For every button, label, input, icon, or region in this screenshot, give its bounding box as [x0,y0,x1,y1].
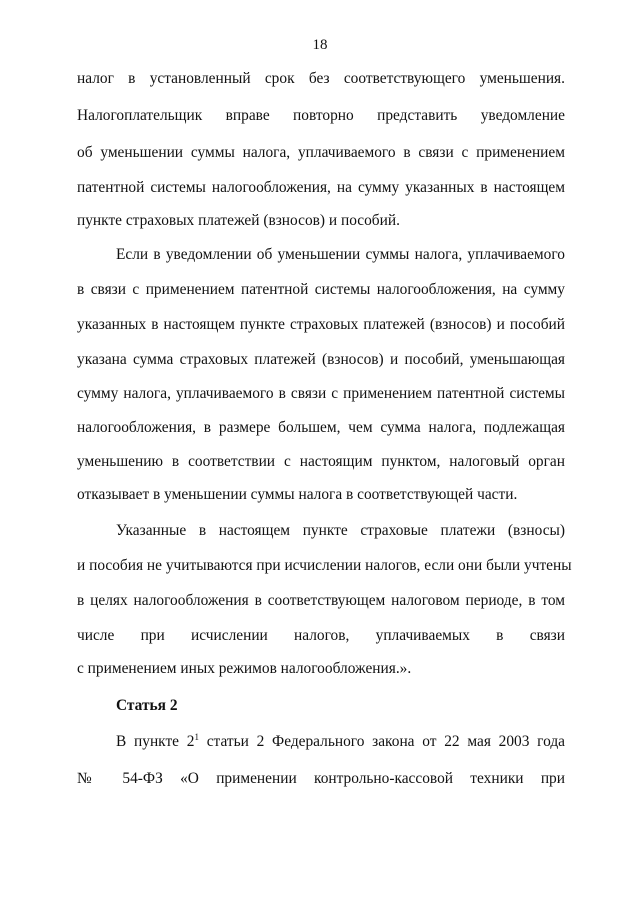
superscript-index: 1 [194,732,199,742]
paragraph-2-line-8: отказывает в уменьшении суммы налога в соответствующей части. [77,486,518,503]
paragraph-3-line-2: и пособия не учитываются при исчислении налогов, если они были учтены [77,557,572,574]
paragraph-1-line-4: патентной системы налогообложения, на сумму указанных в настоящем [77,179,565,196]
article-heading: Статья 2 [116,697,178,714]
paragraph-4-line-1-start: В пункте 2 [116,733,195,750]
paragraph-3-line-4: числе при исчислении налогов, уплачиваемых в связи [77,627,565,644]
paragraph-2-line-5: сумму налога, уплачиваемого в связи с применением патентной системы [77,385,565,402]
paragraph-1-line-2: Налогоплательщик вправе повторно представить уведомление [77,107,565,124]
paragraph-2-line-7: уменьшению в соответствии с настоящим пунктом, налоговый орган [77,453,565,470]
paragraph-1-line-1: налог в установленный срок без соответствующего уменьшения. [77,70,565,87]
paragraph-3-line-1: Указанные в настоящем пункте страховые платежи (взносы) [116,522,565,539]
paragraph-4-line-1-end: статьи 2 Федерального закона от 22 мая 2003 года [198,733,566,750]
paragraph-2-line-3: указанных в настоящем пункте страховых платежей (взносов) и пособий [77,316,565,333]
paragraph-3-line-3: в целях налогообложения в соответствующем налоговом периоде, в том [77,592,565,609]
paragraph-4-line-1 [116,733,565,751]
paragraph-1-line-3: об уменьшении суммы налога, уплачиваемого в связи с применением [77,144,565,161]
paragraph-2-line-6: налогообложения, в размере большем, чем сумма налога, подлежащая [77,419,565,436]
paragraph-4-line-2: № 54-ФЗ «О применении контрольно-кассовой техники при [77,770,565,787]
paragraph-3-line-5: с применением иных режимов налогообложения.». [77,660,412,677]
page-number: 18 [312,37,328,53]
paragraph-2-line-1: Если в уведомлении об уменьшении суммы налога, уплачиваемого [116,246,565,263]
paragraph-1-line-5: пункте страховых платежей (взносов) и пособий. [77,212,400,229]
paragraph-2-line-2: в связи с применением патентной системы налогообложения, на сумму [77,281,565,298]
paragraph-2-line-4: указана сумма страховых платежей (взносов) и пособий, уменьшающая [77,351,565,368]
